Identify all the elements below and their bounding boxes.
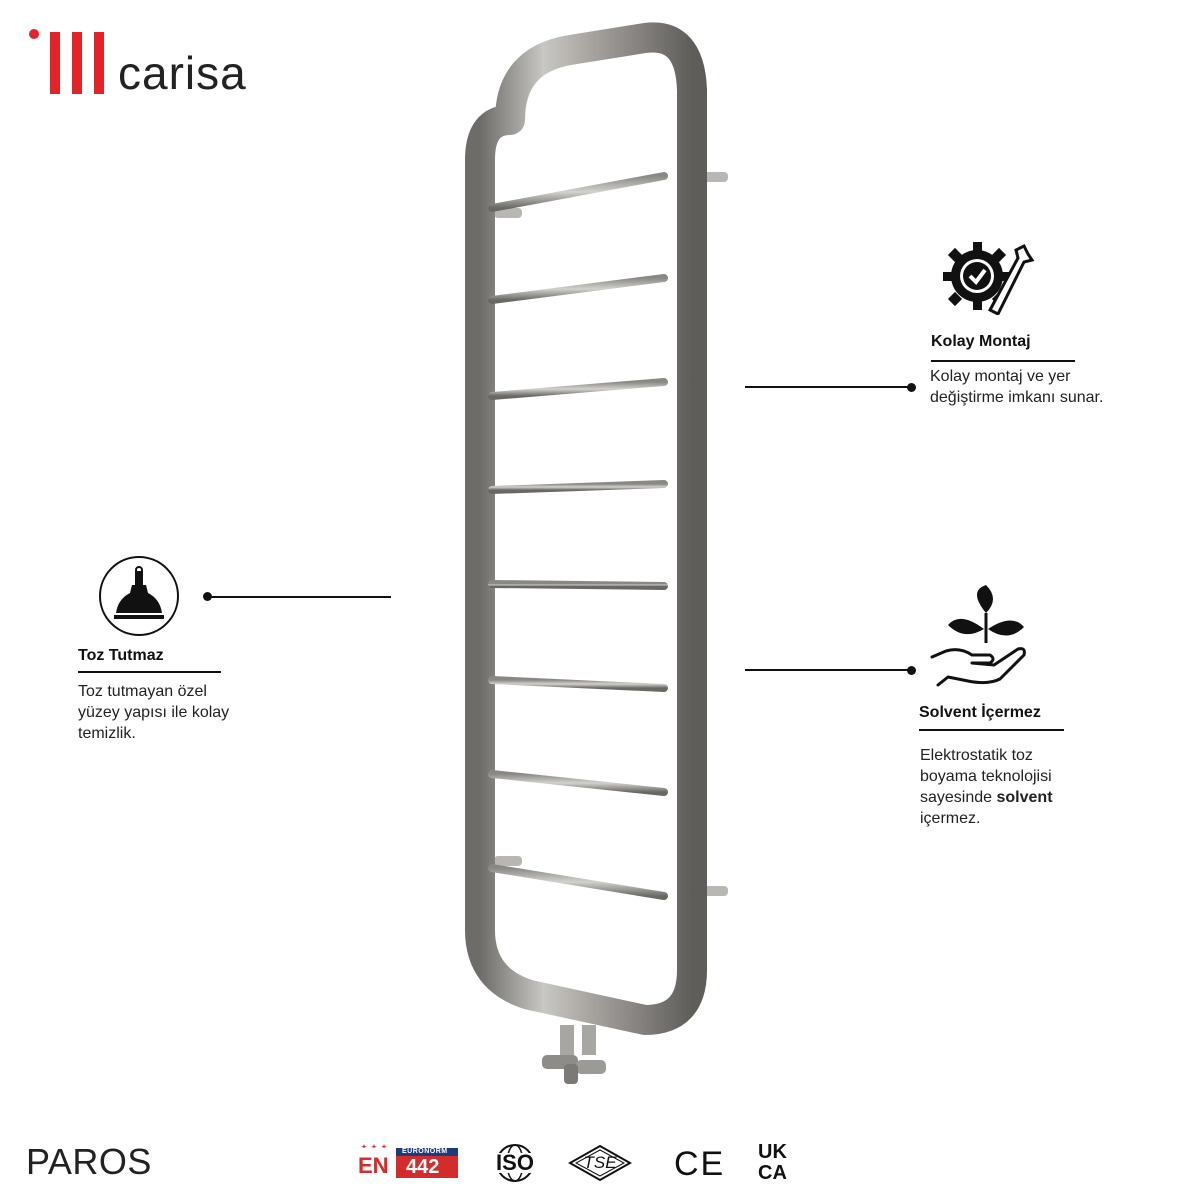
desc-line: Toz tutmayan özel — [78, 683, 207, 700]
feature-desc-kolay-montaj — [930, 366, 1103, 408]
leader-dot — [203, 592, 212, 601]
desc-line: Kolay montaj ve yer — [930, 368, 1071, 385]
carisa-logo-mark-icon — [28, 28, 108, 96]
product-name: PAROS — [26, 1141, 152, 1182]
en-number: 442 — [406, 1156, 440, 1178]
ukca-line2: CA — [758, 1162, 787, 1184]
desc-line: Elektrostatik toz — [920, 747, 1033, 764]
leader-line — [745, 669, 910, 671]
en442-badge — [356, 1140, 458, 1186]
feature-underline — [78, 671, 221, 673]
plant-in-hand-icon — [928, 585, 1028, 690]
desc-line: yüzey yapısı ile kolay — [78, 704, 230, 721]
desc-line: değiştirme imkanı sunar. — [930, 389, 1104, 406]
desc-line: içermez. — [920, 810, 981, 827]
feature-desc-toz-tutmaz — [78, 681, 229, 744]
en-label: EN — [358, 1153, 389, 1178]
brand-name: carisa — [118, 47, 247, 99]
dust-brush-icon — [98, 555, 180, 637]
ce-label: CE — [674, 1145, 726, 1183]
leader-dot — [907, 666, 916, 675]
tse-label: TSE — [583, 1153, 617, 1172]
leader-line — [745, 386, 910, 388]
tse-badge — [568, 1140, 632, 1186]
desc-line: temizlik. — [78, 725, 136, 742]
euronorm-label: EURONORM — [402, 1148, 448, 1155]
desc-text: sayesinde — [920, 789, 997, 806]
ukca-mark — [756, 1140, 802, 1186]
leader-dot — [907, 383, 916, 392]
feature-title-toz-tutmaz: Toz Tutmaz — [78, 647, 164, 664]
ukca-line1: UK — [758, 1141, 787, 1163]
feature-title-solvent-icermez: Solvent İçermez — [919, 704, 1041, 721]
desc-line — [920, 787, 1053, 808]
desc-line: boyama teknolojisi — [920, 768, 1052, 785]
desc-bold-text: solvent — [996, 789, 1053, 806]
towel-radiator-illustration — [430, 20, 750, 1090]
feature-title-kolay-montaj: Kolay Montaj — [931, 333, 1031, 350]
gear-wrench-check-icon — [940, 240, 1035, 315]
feature-underline — [931, 360, 1075, 362]
leader-line — [208, 596, 391, 598]
feature-underline — [919, 729, 1064, 731]
feature-desc-solvent-icermez — [920, 745, 1053, 829]
ce-mark — [672, 1140, 726, 1186]
iso-label: ISO — [496, 1150, 534, 1175]
iso-badge — [490, 1140, 540, 1186]
